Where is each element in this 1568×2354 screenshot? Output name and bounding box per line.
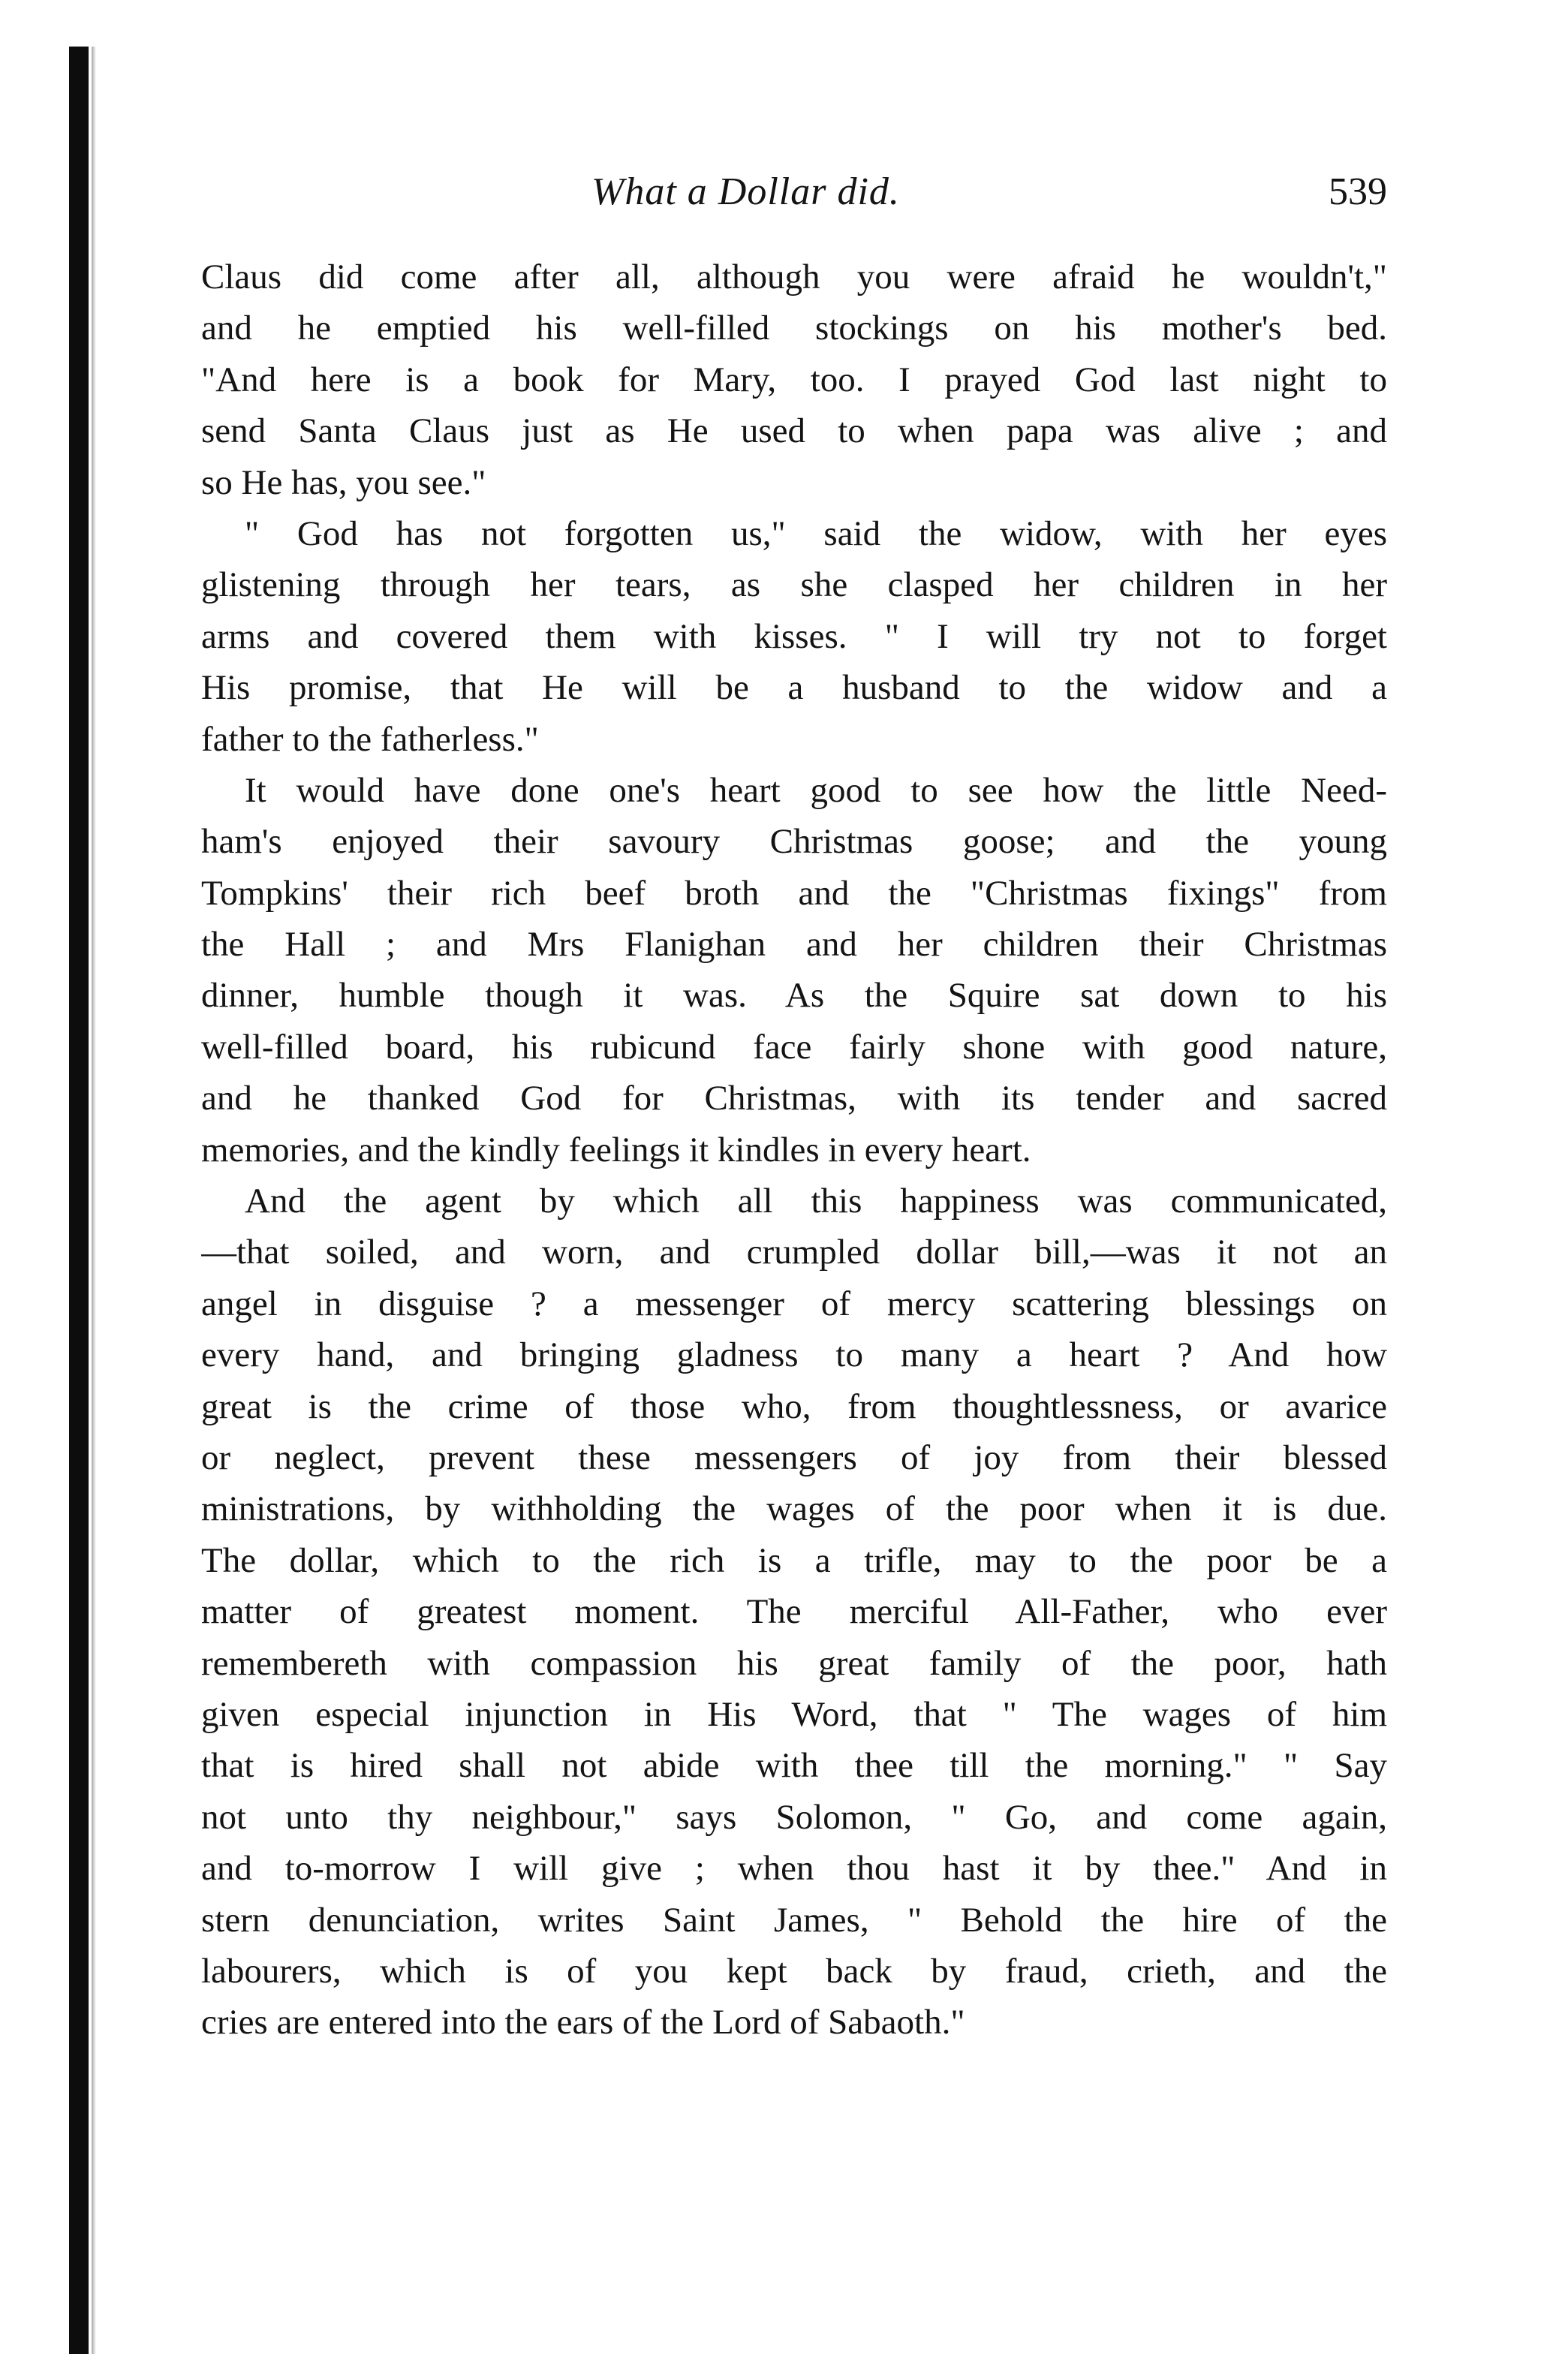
text-line: so He has, you see." [201, 462, 486, 502]
binding-edge [69, 47, 89, 2354]
text-line: great is the crime of those who, from thoughtlessness, or avarice [201, 1386, 1387, 1426]
text-line: not unto thy neighbour," says Solomon, " Go, and come again, [201, 1797, 1387, 1837]
text-line: cries are entered into the ears of the Lord of Sabaoth." [201, 2003, 965, 2042]
text-line: arms and covered them with kisses. " I will try not to forget [201, 616, 1387, 656]
text-line: father to the fatherless." [201, 719, 539, 759]
text-line: or neglect, prevent these messengers of joy from their blessed [201, 1437, 1387, 1477]
text-line: It would have done one's heart good to see how the little Need- [245, 770, 1387, 810]
text-line: His promise, that He will be a husband to the widow and a [201, 668, 1387, 708]
running-title: What a Dollar did. [591, 170, 900, 213]
text-line: And the agent by which all this happiness was communicated, [245, 1182, 1387, 1221]
text-line: glistening through her tears, as she clasped her children in her [201, 565, 1387, 605]
text-line: and to-morrow I will give ; when thou hast it by thee." And in [201, 1849, 1387, 1889]
text-line: well-filled board, his rubicund face fairly shone with good nature, [201, 1027, 1387, 1067]
text-line: labourers, which is of you kept back by fraud, crieth, and the [201, 1951, 1387, 1991]
text-line: The dollar, which to the rich is a trifle, may to the poor be a [201, 1540, 1387, 1580]
text-line: —that soiled, and worn, and crumpled dollar bill,—was it not an [201, 1233, 1387, 1272]
text-line: and he emptied his well-filled stockings on his mother's bed. [201, 309, 1387, 348]
text-line: send Santa Claus just as He used to when papa was alive ; and [201, 411, 1387, 451]
page-number: 539 [1329, 170, 1387, 213]
text-line: matter of greatest moment. The merciful All-Father, who ever [201, 1592, 1387, 1632]
running-head [201, 170, 1387, 222]
text-line: ministrations, by withholding the wages of the poor when it is due. [201, 1489, 1387, 1529]
text-line: angel in disguise ? a messenger of mercy scattering blessings on [201, 1284, 1387, 1323]
text-line: memories, and the kindly feelings it kindles in every heart. [201, 1130, 1031, 1169]
text-line: that is hired shall not abide with thee till the morning." " Say [201, 1746, 1387, 1786]
text-line: Claus did come after all, although you were afraid he wouldn't," [201, 257, 1387, 297]
body-text [201, 251, 1387, 2048]
text-line: and he thanked God for Christmas, with its tender and sacred [201, 1079, 1387, 1118]
text-line: the Hall ; and Mrs Flanighan and her children their Christmas [201, 925, 1387, 965]
text-line: Tompkins' their rich beef broth and the "Christmas fixings" from [201, 873, 1387, 913]
text-line: dinner, humble though it was. As the Squire sat down to his [201, 976, 1387, 1016]
book-page [201, 0, 1387, 2354]
text-line: " God has not forgotten us," said the widow, with her eyes [245, 513, 1387, 553]
text-line: "And here is a book for Mary, too. I prayed God last night to [201, 360, 1387, 399]
text-line: remembereth with compassion his great family of the poor, hath [201, 1643, 1387, 1683]
text-line: given especial injunction in His Word, that " The wages of him [201, 1694, 1387, 1734]
text-line: ham's enjoyed their savoury Christmas goose; and the young [201, 822, 1387, 862]
text-line: every hand, and bringing gladness to many a heart ? And how [201, 1335, 1387, 1375]
text-line: stern denunciation, writes Saint James, " Behold the hire of the [201, 1900, 1387, 1940]
